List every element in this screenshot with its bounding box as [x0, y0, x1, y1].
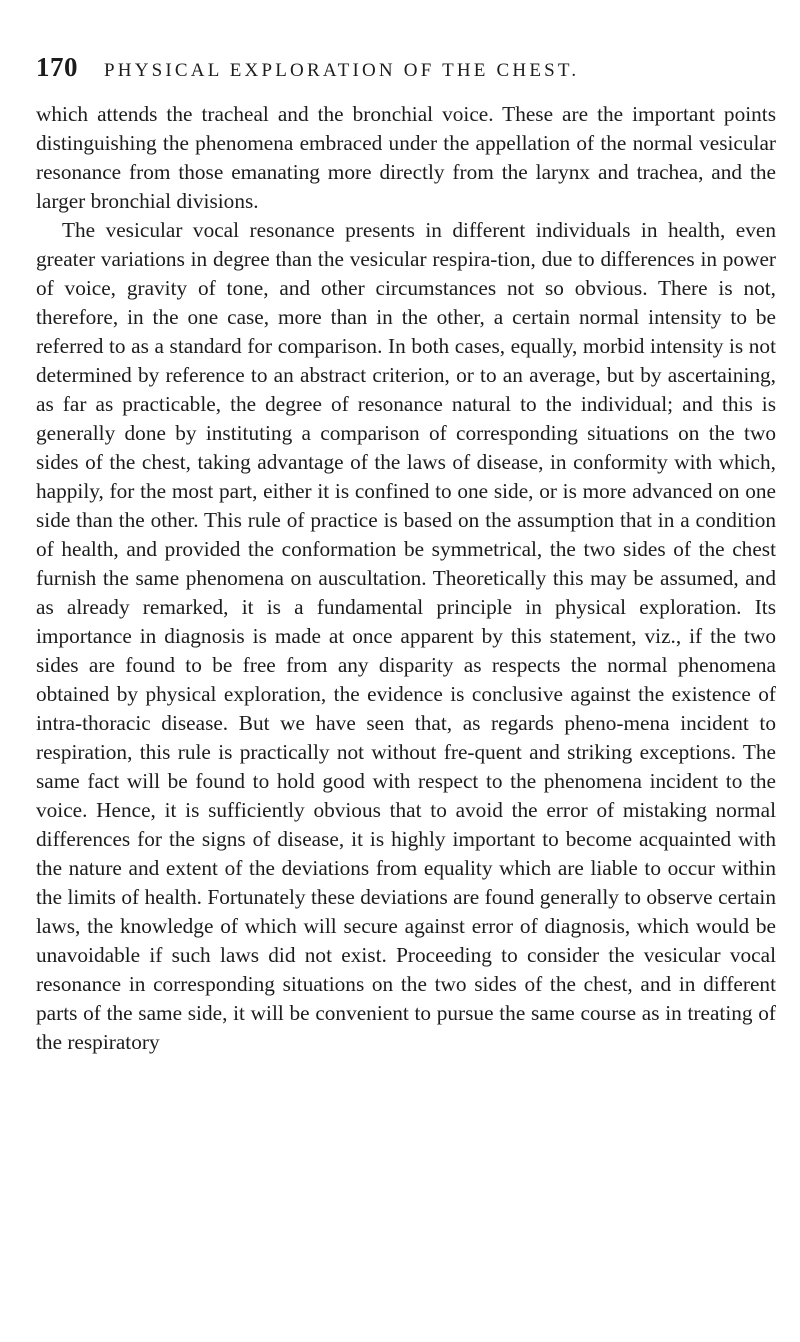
paragraph-continuation: which attends the tracheal and the bronchial voice. These are the important points distinguishing the phenomena embraced under the appellation of the normal vesicular resonance from those emanating more directly from the larynx and trachea, and the larger bronchial divisions.: [36, 102, 776, 213]
paragraph-vesicular-vocal-resonance: The vesicular vocal resonance presents in different individuals in health, even greater variations in degree than the vesicular respira-tion, due to differences in power of voice, gravity of tone, and other circumstances not so obvious. There is not, therefore, in the one case, more than in the other, a certain normal intensity to be referred to as a standard for comparison. In both cases, equally, morbid intensity is not determined by reference to an abstract criterion, or to an average, but by ascertaining, as far as practicable, the degree of resonance natural to the individual; and this is generally done by instituting a comparison of corresponding situations on the two sides of the chest, taking advantage of the laws of disease, in conformity with which, happily, for the most part, either it is confined to one side, or is more advanced on one side than the other. This rule of practice is based on the assumption that in a condition of health, and provided the conformation be symmetrical, the two sides of the chest furnish the same phenomena on auscultation. Theoretically this may be assumed, and as already remarked, it is a fundamental principle in physical exploration. Its importance in diagnosis is made at once apparent by this statement, viz., if the two sides are found to be free from any disparity as respects the normal phenomena obtained by physical exploration, the evidence is conclusive against the existence of intra-thoracic disease. But we have seen that, as regards pheno-mena incident to respiration, this rule is practically not without fre-quent and striking exceptions. The same fact will be found to hold good with respect to the phenomena incident to the voice. Hence, it is sufficiently obvious that to avoid the error of mistaking normal differences for the signs of disease, it is highly important to become acquainted with the nature and extent of the deviations from equality which are liable to occur within the limits of health. Fortunately these deviations are found generally to observe certain laws, the knowledge of which will secure against error of diagnosis, which would be unavoidable if such laws did not exist. Proceeding to consider the vesicular vocal resonance in corresponding situations on the two sides of the chest, and in different parts of the same side, it will be convenient to pursue the same course as in treating of the respiratory: [36, 218, 776, 1054]
body-text: [36, 100, 776, 1057]
page-number: 170: [36, 52, 78, 82]
running-head-title: PHYSICAL EXPLORATION OF THE CHEST.: [104, 60, 580, 81]
running-head: [36, 52, 776, 92]
